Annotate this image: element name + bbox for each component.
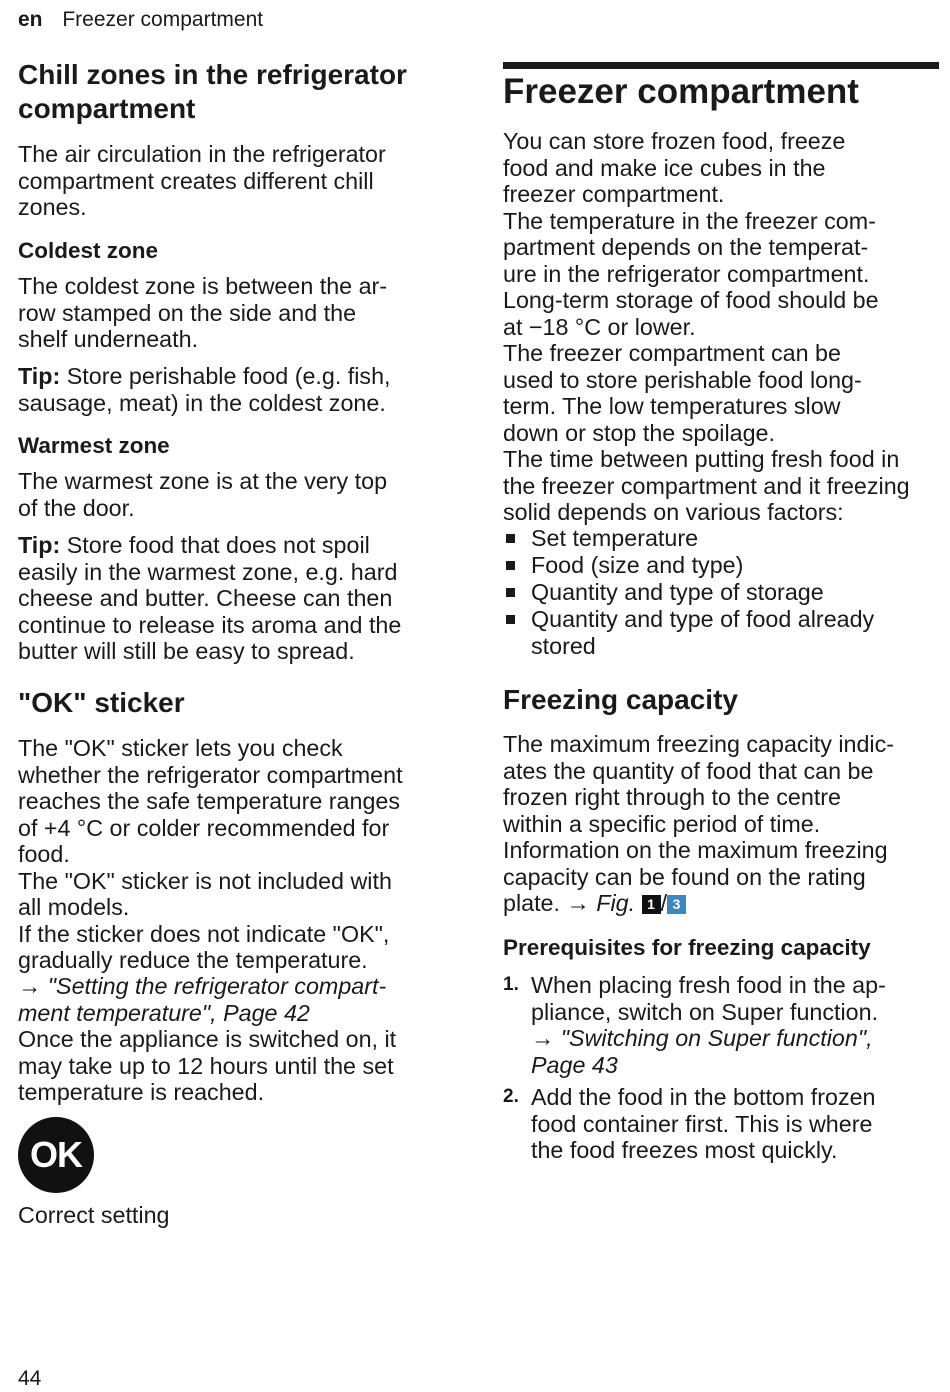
list-item: Food (size and type) — [503, 552, 939, 579]
tip-label: Tip: — [18, 363, 61, 389]
freezer-compartment-heading: Freezer compartment — [503, 72, 859, 111]
header-section: Freezer compartment — [62, 8, 264, 31]
list-item: Quantity and type of food already stored — [503, 606, 939, 660]
coldest-tip-text: Store perishable food (e.g. fish, sausage, meat) in the coldest zone. — [18, 363, 391, 416]
warmest-tip-text: Store food that does not spoil easily in the warmest zone, e.g. hard cheese and butter. Cheese can then continue to release its aroma and the butter will still be easy to spread. — [18, 532, 402, 664]
prerequisites-steps — [503, 972, 939, 1170]
chill-zones-intro: The air circulation in the refrigerator compartment creates different chill zones. — [18, 141, 386, 220]
ok-sticker-page-reference[interactable]: → "Setting the refrigerator compart- ment temperature", Page 42 — [18, 973, 387, 1026]
ok-sticker-text: The "OK" sticker lets you check whether the refrigerator compartment reaches the safe temperature ranges of +4 °C or colder recommended for food. The "OK" sticker is not included with all models. If the sticker does not indicate "OK", gradually reduce the temperature. — [18, 735, 403, 973]
ok-sticker-heading: "OK" sticker — [18, 687, 185, 718]
figure-number-3: 3 — [667, 895, 686, 914]
warmest-zone-tip — [18, 532, 401, 665]
ok-sticker-note: Once the appliance is switched on, it may take up to 12 hours until the set temperature is reached. — [18, 1026, 397, 1105]
warmest-zone-text: The warmest zone is at the very top of the door. — [18, 468, 388, 521]
coldest-zone-tip — [18, 363, 391, 416]
freezing-capacity-heading: Freezing capacity — [503, 684, 738, 715]
ok-sticker-icon: OK — [18, 1117, 94, 1193]
figure-separator: / — [660, 890, 668, 916]
ok-sticker-caption: Correct setting — [18, 1202, 170, 1228]
warmest-zone-heading: Warmest zone — [18, 433, 170, 458]
prerequisites-heading: Prerequisites for freezing capacity — [503, 935, 871, 960]
language-code: en — [18, 8, 43, 31]
tip-label: Tip: — [18, 532, 61, 558]
coldest-zone-text: The coldest zone is between the ar- row stamped on the side and the shelf underneath. — [18, 273, 388, 352]
page-header — [18, 8, 263, 32]
list-item: Set temperature — [503, 525, 939, 552]
step-item — [503, 972, 939, 1078]
freezing-factors-list — [503, 525, 939, 660]
figure-reference[interactable]: → Fig. — [566, 890, 636, 916]
step-item — [503, 1084, 939, 1164]
step-text: When placing fresh food in the ap- pliance, switch on Super function. — [531, 972, 886, 1025]
page-number: 44 — [18, 1367, 42, 1390]
step-text: Add the food in the bottom frozen food container first. This is where the food freezes most quickly. — [531, 1084, 876, 1163]
step-number: 2. — [503, 1086, 519, 1107]
figure-number-1: 1 — [642, 895, 661, 914]
freezer-compartment-text: You can store frozen food, freeze food and make ice cubes in the freezer compartment. The temperature in the freezer com- partment depends on the temperat- ure in the refrigerator compartment. Long-term storage of food should be at −18 °C or lower. The freezer compartment can be used to store perishable food long- term. The low temperatures slow down or stop the spoilage. The time between putting fresh food in the freezer compartment and it freezing solid depends on various factors: — [503, 128, 910, 525]
step-number: 1. — [503, 974, 519, 995]
freezing-capacity-text: The maximum freezing capacity indic- ates the quantity of food that can be frozen right through to the centre within a specific period of time. Information on the maximum freezing capacity can be found on the rating plate. → Fig. 1 / 3 — [503, 731, 895, 916]
list-item: Quantity and type of storage — [503, 579, 939, 606]
chill-zones-heading: Chill zones in the refrigerator compartment — [18, 59, 407, 124]
section-rule — [503, 62, 939, 69]
step-page-reference[interactable]: → "Switching on Super function", Page 43 — [531, 1025, 873, 1078]
coldest-zone-heading: Coldest zone — [18, 238, 159, 263]
